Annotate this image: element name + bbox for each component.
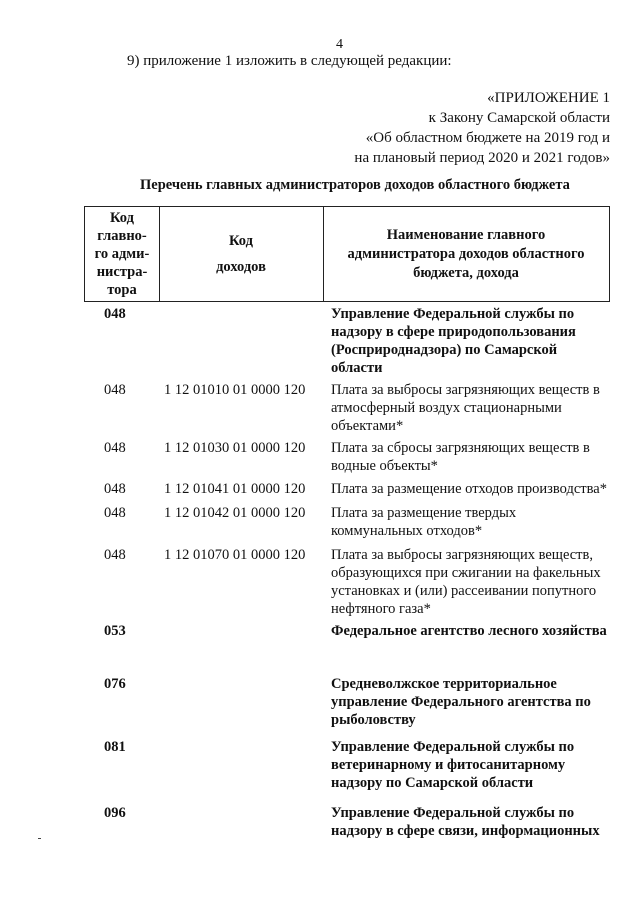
header-admin-line: го адми- <box>94 246 150 262</box>
header-admin-line: главно- <box>97 228 147 244</box>
appendix-heading <box>280 88 610 168</box>
header-name: Наименование главного администратора доходов областного бюджета, дохода <box>347 226 585 281</box>
income-code-cell: 1 12 01030 01 0000 120 <box>164 440 306 456</box>
income-code-cell: 1 12 01070 01 0000 120 <box>164 547 306 563</box>
header-income-line: доходов <box>216 259 266 275</box>
income-code-cell: 1 12 01042 01 0000 120 <box>164 505 306 521</box>
income-code-cell: 1 12 01010 01 0000 120 <box>164 382 306 398</box>
income-code-cell: 1 12 01041 01 0000 120 <box>164 481 306 497</box>
appendix-line: «Об областном бюджете на 2019 год и <box>365 130 610 146</box>
admin-code-cell: 048 <box>104 382 126 398</box>
name-cell: Плата за размещение твердых коммунальных отходов* <box>331 505 517 539</box>
name-cell: Управление Федеральной службы по надзору в сфере связи, информационных <box>331 805 600 839</box>
header-admin-code <box>85 207 160 301</box>
admin-code-cell: 048 <box>104 547 126 563</box>
table-header <box>84 206 610 302</box>
header-income-line: Код <box>229 233 253 249</box>
name-cell: Плата за выбросы загрязняющих веществ, образующихся при сжигании на факельных установках и (или) рассеивании попутного нефтяного газа* <box>331 547 601 617</box>
name-cell: Управление Федеральной службы по надзору в сфере природопользования (Росприроднадзора) по Самарской области <box>331 306 576 376</box>
appendix-line: на плановый период 2020 и 2021 годов» <box>354 150 610 166</box>
name-cell: Плата за размещение отходов производства* <box>331 481 607 497</box>
admin-code-cell: 048 <box>104 481 126 497</box>
name-cell: Управление Федеральной службы по ветеринарному и фитосанитарному надзору по Самарской области <box>331 739 575 791</box>
list-title: Перечень главных администраторов доходов областного бюджета <box>140 177 570 193</box>
name-cell: Плата за выбросы загрязняющих веществ в атмосферный воздух стационарными объектами* <box>331 382 600 434</box>
admin-code-cell: 096 <box>104 805 126 821</box>
intro-line: 9) приложение 1 изложить в следующей редакции: <box>127 53 452 69</box>
header-admin-line: тора <box>107 282 137 298</box>
admin-code-cell: 053 <box>104 623 126 639</box>
header-admin-line: Код <box>110 210 134 226</box>
appendix-line: к Закону Самарской области <box>428 110 610 126</box>
header-income-code <box>159 207 324 301</box>
header-admin-line: нистра- <box>96 264 148 280</box>
scan-mark <box>38 838 41 839</box>
name-cell: Плата за сбросы загрязняющих веществ в водные объекты* <box>331 440 590 474</box>
name-cell: Федеральное агентство лесного хозяйства <box>331 623 607 639</box>
admin-code-cell: 048 <box>104 440 126 456</box>
name-cell: Средневолжское территориальное управление Федерального агентства по рыболовству <box>331 676 591 728</box>
admin-code-cell: 048 <box>104 306 126 322</box>
admin-code-cell: 076 <box>104 676 126 692</box>
admin-code-cell: 048 <box>104 505 126 521</box>
admin-code-cell: 081 <box>104 739 126 755</box>
page-number: 4 <box>336 37 343 52</box>
appendix-line: «ПРИЛОЖЕНИЕ 1 <box>487 90 610 106</box>
